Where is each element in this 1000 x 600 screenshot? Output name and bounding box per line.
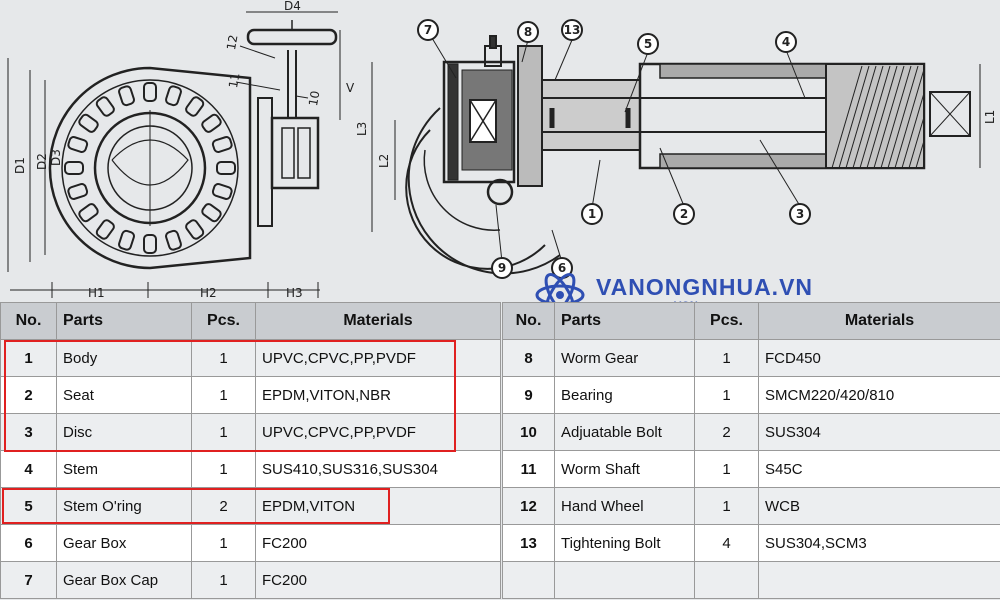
cell-part: Stem O'ring	[57, 488, 192, 525]
header-materials: Materials	[256, 303, 501, 340]
cell-pcs: 2	[695, 414, 759, 451]
label-d1: D1	[13, 157, 27, 174]
cell-no	[503, 562, 555, 599]
cell-materials: FCD450	[759, 340, 1000, 377]
cell-no: 7	[1, 562, 57, 599]
table-row	[503, 525, 1000, 562]
watermark-text: VANONGNHUA.VN	[596, 274, 814, 300]
cell-no: 3	[1, 414, 57, 451]
label-h2: H2	[200, 286, 217, 300]
cell-pcs: 1	[192, 525, 256, 562]
label-d4: D4	[284, 0, 301, 13]
cell-part: Tightening Bolt	[555, 525, 695, 562]
cell-no: 9	[503, 377, 555, 414]
bolt-slot	[67, 136, 88, 153]
header-pcs: Pcs.	[695, 303, 759, 340]
cell-materials: FC200	[256, 525, 501, 562]
bolt-slot	[78, 113, 100, 133]
callout-number: 13	[563, 23, 581, 37]
cell-materials: SUS304	[759, 414, 1000, 451]
cell-materials: FC200	[256, 562, 501, 599]
cell-materials	[759, 562, 1000, 599]
cell-part: Bearing	[555, 377, 695, 414]
cell-pcs: 1	[695, 377, 759, 414]
label-h1: H1	[88, 286, 105, 300]
cell-pcs: 1	[192, 414, 256, 451]
cell-materials: SUS410,SUS316,SUS304	[256, 451, 501, 488]
label-v: V	[346, 81, 355, 95]
cell-materials: S45C	[759, 451, 1000, 488]
header-parts: Parts	[57, 303, 192, 340]
header-no: No.	[503, 303, 555, 340]
cell-no: 2	[1, 377, 57, 414]
bolt-slot	[144, 235, 156, 253]
callout-number: 5	[643, 37, 653, 51]
bolt-slot	[165, 230, 182, 251]
cell-part: Worm Gear	[555, 340, 695, 377]
table-row	[503, 414, 1000, 451]
cell-no: 4	[1, 451, 57, 488]
table-row	[503, 377, 1000, 414]
bolt-slot	[95, 96, 115, 118]
cell-no: 10	[503, 414, 555, 451]
table-row	[1, 488, 501, 525]
cell-no: 8	[503, 340, 555, 377]
table-row	[1, 377, 501, 414]
cell-no: 1	[1, 340, 57, 377]
cell-no: 13	[503, 525, 555, 562]
header-parts: Parts	[555, 303, 695, 340]
table-row	[1, 451, 501, 488]
header-no: No.	[1, 303, 57, 340]
cell-part: Stem	[57, 451, 192, 488]
cell-part: Worm Shaft	[555, 451, 695, 488]
cell-part: Gear Box	[57, 525, 192, 562]
label-10: 10	[306, 89, 323, 108]
table-header-row	[1, 303, 501, 340]
cell-pcs: 1	[695, 451, 759, 488]
cell-pcs: 1	[695, 488, 759, 525]
bolt-slot	[185, 219, 205, 241]
cell-no: 6	[1, 525, 57, 562]
callout-number: 7	[423, 23, 433, 37]
label-l1: L1	[983, 109, 997, 124]
bolt-slot	[212, 136, 233, 153]
header-pcs: Pcs.	[192, 303, 256, 340]
cell-part: Gear Box Cap	[57, 562, 192, 599]
cell-part: Seat	[57, 377, 192, 414]
callout-number: 2	[679, 207, 689, 221]
cell-pcs	[695, 562, 759, 599]
cell-part	[555, 562, 695, 599]
cell-pcs: 4	[695, 525, 759, 562]
cell-materials: UPVC,CPVC,PP,PVDF	[256, 340, 501, 377]
label-l2: L2	[377, 153, 391, 168]
cell-materials: EPDM,VITON,NBR	[256, 377, 501, 414]
label-d3: D3	[49, 149, 63, 166]
cell-pcs: 2	[192, 488, 256, 525]
bolt-slot	[67, 183, 88, 200]
callout-number: 4	[781, 35, 791, 49]
bolt-slot	[201, 113, 223, 133]
label-12: 12	[224, 33, 241, 52]
parts-table-right	[502, 302, 1000, 599]
cell-pcs: 1	[192, 451, 256, 488]
cell-materials: EPDM,VITON	[256, 488, 501, 525]
cell-no: 11	[503, 451, 555, 488]
table-row	[1, 340, 501, 377]
bolt-slot	[165, 85, 182, 106]
cell-pcs: 1	[695, 340, 759, 377]
bolt-slot	[95, 219, 115, 241]
bolt-slot	[185, 96, 205, 118]
cell-no: 5	[1, 488, 57, 525]
cell-part: Body	[57, 340, 192, 377]
table-row	[1, 525, 501, 562]
header-materials: Materials	[759, 303, 1000, 340]
cell-materials: SUS304,SCM3	[759, 525, 1000, 562]
cell-pcs: 1	[192, 377, 256, 414]
cell-pcs: 1	[192, 340, 256, 377]
callout-number: 9	[497, 261, 507, 275]
bolt-slot	[118, 230, 135, 251]
table-row	[503, 340, 1000, 377]
bolt-slot	[217, 162, 235, 174]
label-h3: H3	[286, 286, 303, 300]
callout-number: 6	[557, 261, 567, 275]
callout-number: 8	[523, 25, 533, 39]
bolt-slot	[201, 203, 223, 223]
table-row	[503, 562, 1000, 599]
table-row	[503, 488, 1000, 525]
cell-part: Adjuatable Bolt	[555, 414, 695, 451]
label-11: 11	[226, 71, 243, 90]
callout-number: 3	[795, 207, 805, 221]
table-row	[503, 451, 1000, 488]
cell-no: 12	[503, 488, 555, 525]
cell-materials: SMCM220/420/810	[759, 377, 1000, 414]
callout-number: 1	[587, 207, 597, 221]
cell-pcs: 1	[192, 562, 256, 599]
cell-part: Disc	[57, 414, 192, 451]
bolt-slot	[212, 183, 233, 200]
parts-table-left	[0, 302, 501, 599]
bolt-slot	[118, 85, 135, 106]
table-row	[1, 414, 501, 451]
cell-part: Hand Wheel	[555, 488, 695, 525]
bolt-slot	[144, 83, 156, 101]
bolt-slot	[78, 203, 100, 223]
cell-materials: WCB	[759, 488, 1000, 525]
table-header-row	[503, 303, 1000, 340]
table-row	[1, 562, 501, 599]
section-view	[372, 36, 980, 273]
bolt-slot	[65, 162, 83, 174]
label-d2: D2	[35, 153, 49, 170]
label-l3: L3	[355, 121, 369, 136]
cell-materials: UPVC,CPVC,PP,PVDF	[256, 414, 501, 451]
